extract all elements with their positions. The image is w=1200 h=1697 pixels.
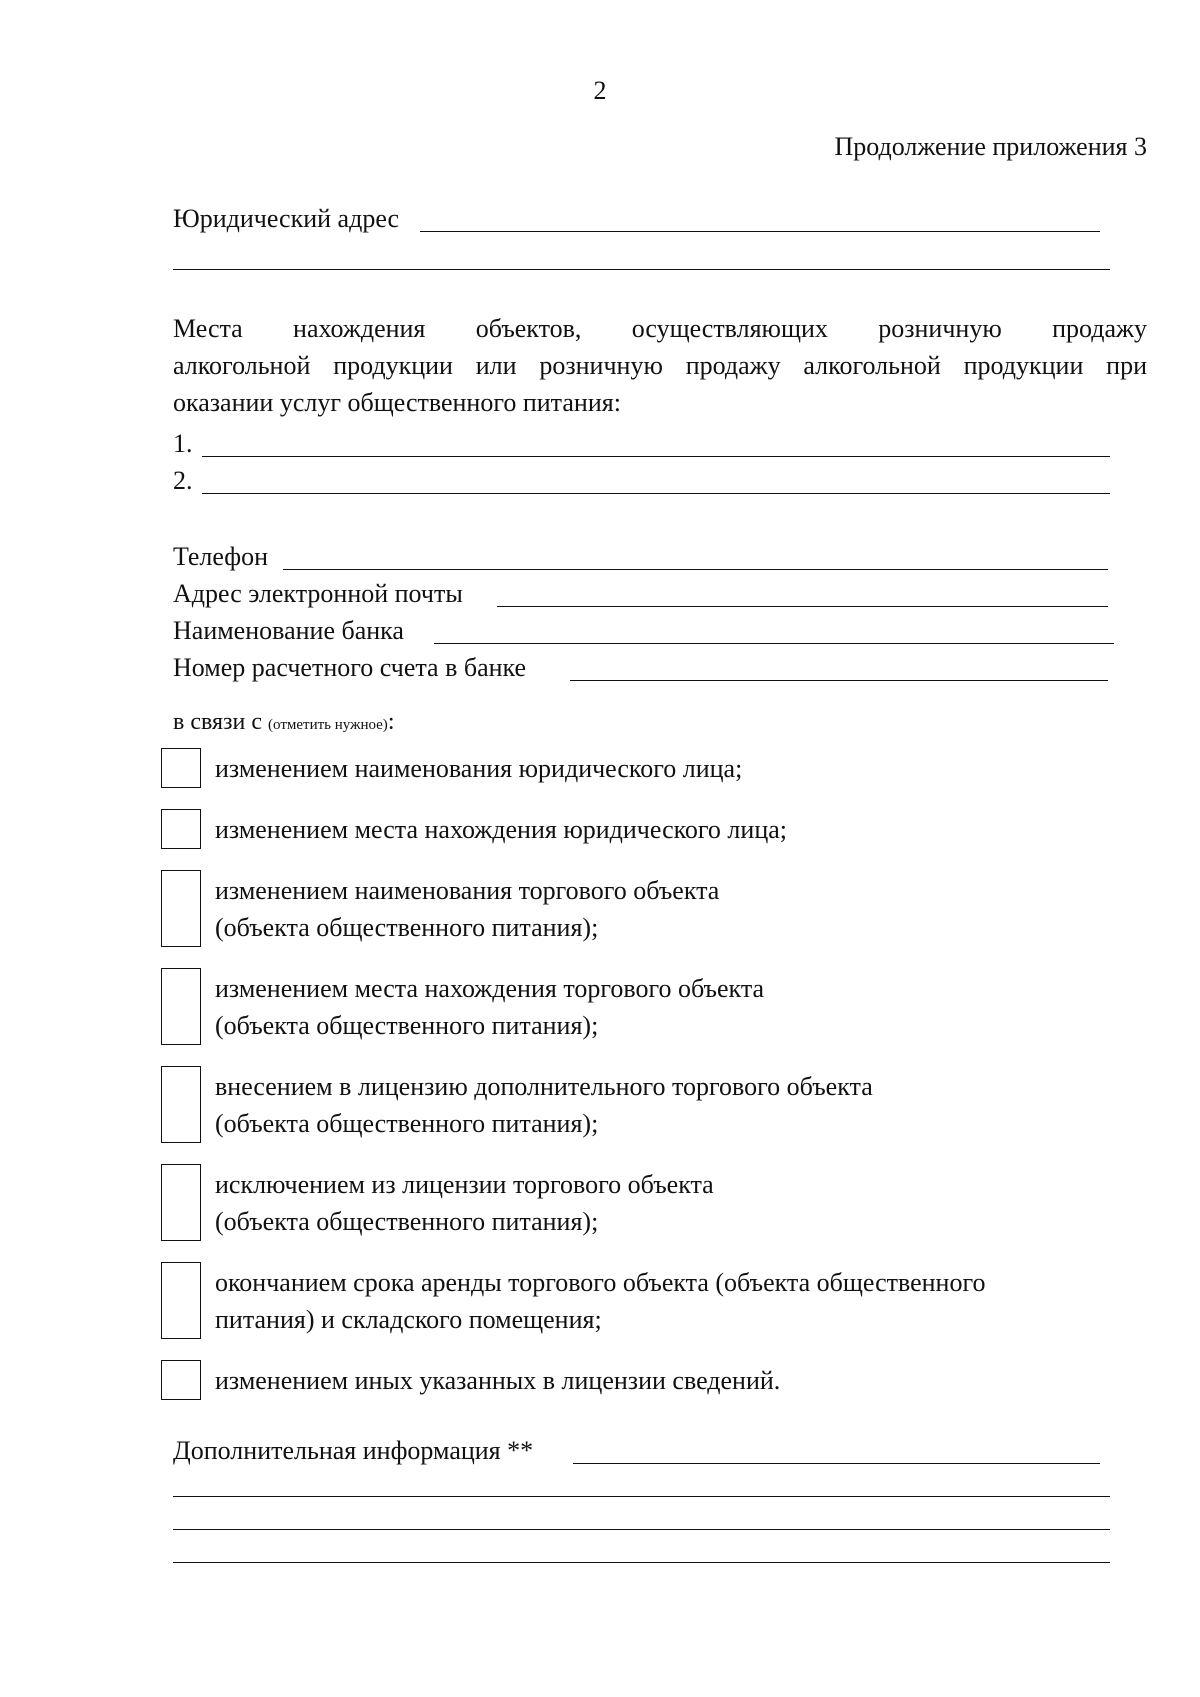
additional-info-field-line-3[interactable]: [173, 1529, 1110, 1530]
location-item-2-number: 2.: [173, 466, 193, 495]
option-checkbox-7[interactable]: [161, 1262, 201, 1339]
option-label-6-line-2: (объекта общественного питания);: [215, 1207, 599, 1236]
option-label-3-line-1: изменением наименования торгового объекта: [215, 876, 720, 905]
option-label-4-line-2: (объекта общественного питания);: [215, 1011, 599, 1040]
location-item-2-field[interactable]: [202, 493, 1110, 494]
location-item-1-field[interactable]: [202, 456, 1110, 457]
account-label: Номер расчетного счета в банке: [173, 653, 527, 682]
option-checkbox-3[interactable]: [161, 870, 201, 947]
legal-address-field[interactable]: [420, 231, 1100, 232]
account-field[interactable]: [570, 680, 1108, 681]
option-label-4-line-1: изменением места нахождения торгового объекта: [215, 974, 765, 1003]
email-label: Адрес электронной почты: [173, 579, 463, 608]
bank-label: Наименование банка: [173, 616, 404, 645]
legal-address-label: Юридический адрес: [173, 204, 400, 233]
option-checkbox-6[interactable]: [161, 1164, 201, 1241]
additional-info-field-line-2[interactable]: [173, 1496, 1110, 1497]
reason-intro: [173, 704, 394, 744]
locations-paragraph-line: алкогольной продукции или розничную продажу алкогольной продукции при: [173, 351, 1147, 380]
continuation-label: Продолжение приложения 3: [834, 132, 1147, 161]
reason-hint: (отметить нужное): [268, 717, 388, 733]
phone-label: Телефон: [173, 542, 269, 571]
option-checkbox-8[interactable]: [161, 1360, 201, 1400]
option-checkbox-4[interactable]: [161, 968, 201, 1045]
option-label-8: изменением иных указанных в лицензии сведений.: [215, 1366, 781, 1395]
location-item-1-number: 1.: [173, 429, 193, 458]
page-number: 2: [593, 76, 607, 105]
option-label-7-line-2: питания) и складского помещения;: [215, 1305, 602, 1334]
reason-colon: :: [387, 709, 395, 735]
bank-field[interactable]: [434, 643, 1114, 644]
option-label-6-line-1: исключением из лицензии торгового объекта: [215, 1170, 714, 1199]
reason-intro-text: в связи с: [173, 709, 263, 735]
option-checkbox-2[interactable]: [161, 809, 201, 849]
option-checkbox-1[interactable]: [161, 748, 201, 788]
option-label-5-line-2: (объекта общественного питания);: [215, 1109, 599, 1138]
locations-paragraph-line: Места нахождения объектов, осуществляющих розничную продажу: [173, 314, 1147, 343]
option-checkbox-5[interactable]: [161, 1066, 201, 1143]
phone-field[interactable]: [283, 569, 1108, 570]
option-label-1: изменением наименования юридического лица;: [215, 754, 743, 783]
additional-info-field-line-4[interactable]: [173, 1562, 1110, 1563]
additional-info-label: Дополнительная информация **: [173, 1436, 534, 1465]
option-label-5-line-1: внесением в лицензию дополнительного торгового объекта: [215, 1072, 873, 1101]
locations-paragraph-line: оказании услуг общественного питания:: [173, 388, 621, 417]
option-label-2: изменением места нахождения юридического лица;: [215, 815, 787, 844]
option-label-3-line-2: (объекта общественного питания);: [215, 913, 599, 942]
locations-paragraph: [173, 310, 1147, 421]
legal-address-field-continued[interactable]: [173, 269, 1110, 270]
email-field[interactable]: [497, 606, 1108, 607]
additional-info-field[interactable]: [573, 1463, 1100, 1464]
option-label-7-line-1: окончанием срока аренды торгового объекта (объекта общественного: [215, 1268, 986, 1297]
